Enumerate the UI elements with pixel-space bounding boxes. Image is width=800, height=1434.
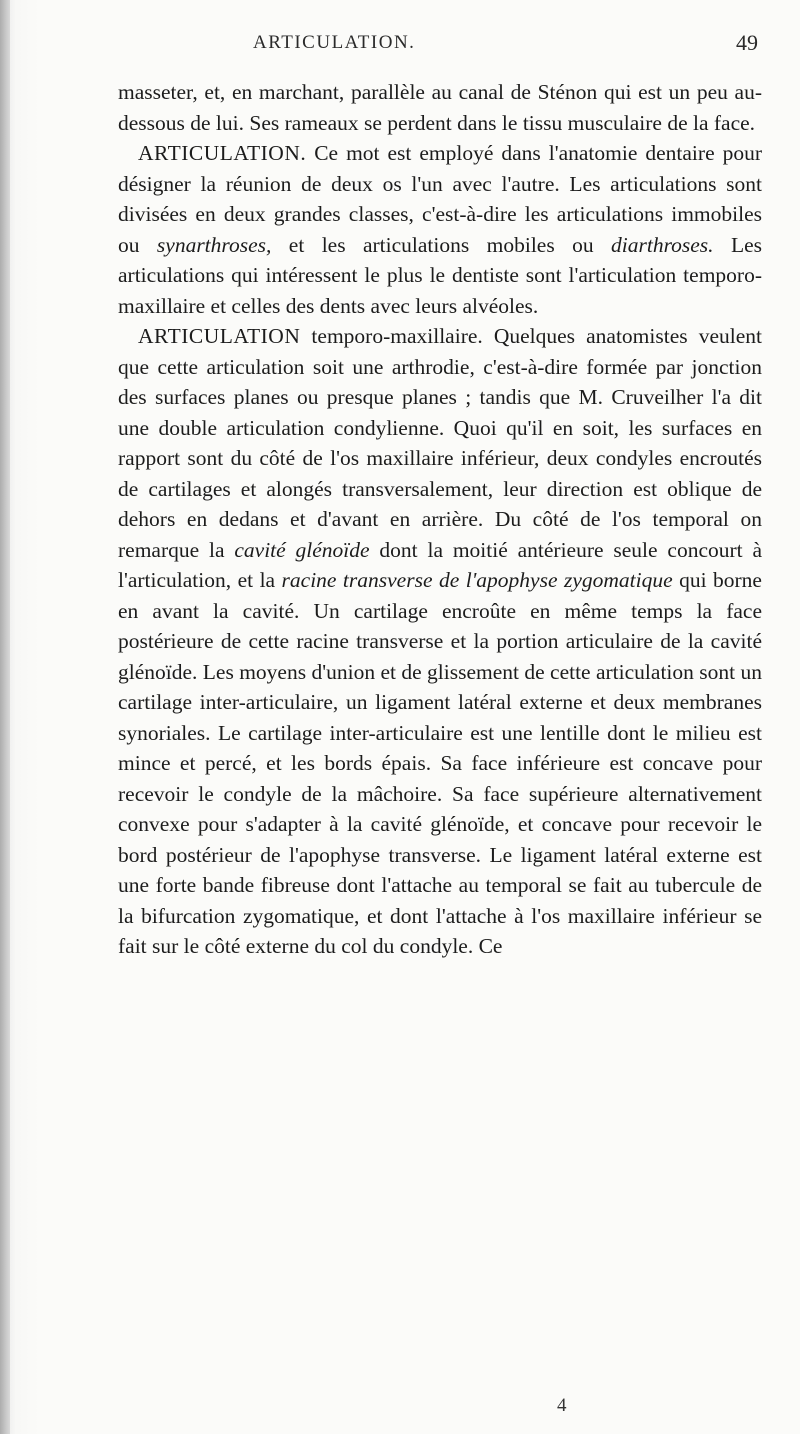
paragraph-3-text-2: dont la moitié antérieure seule concourt à l'articulation, et la: [118, 537, 763, 592]
paragraph-1-text: masseter, et, en marchant, parallèle au canal de Sténon qui est un peu au-dessous de lui. Ses rameaux se perdent dans le tissu musculaire de la face.: [118, 80, 762, 135]
term-racine-transverse: racine transverse de l'apophyse zygomatique: [281, 568, 673, 592]
paragraph-2: [118, 138, 762, 321]
printer-signature-mark: 4: [557, 1395, 567, 1416]
term-cavite-glenoide: cavité glénoïde: [234, 537, 370, 562]
page-number: 49: [736, 30, 758, 55]
paragraph-2-text-1: Ce mot est employé dans l'anatomie dentaire pour désigner la réunion de deux os l'un avec l'autre. Les articulations sont divisées en deux grandes classes, c'est-à-dire les articulations immobiles ou: [118, 141, 762, 257]
term-diarthroses: diarthroses.: [611, 232, 714, 257]
running-title: ARTICULATION.: [253, 32, 416, 53]
term-synarthroses: synarthroses,: [156, 232, 272, 257]
paragraph-3: [118, 321, 762, 962]
entry-heading-articulation-temporo: ARTICULATION: [138, 324, 301, 348]
body-text: [118, 77, 762, 962]
paragraph-1: [118, 77, 762, 138]
page-binding-edge: [0, 0, 10, 1434]
paragraph-3-text-1: temporo-maxillaire. Quelques anatomistes veulent que cette articulation soit une arthrodie, c'est-à-dire formée par jonction des surfaces planes ou presque planes ; tandis que M. Cruveilher l'a dit une double articulation condylienne. Quoi qu'il en soit, les surfaces en rapport sont du côté de l'os maxillaire inférieur, deux condyles encroutés de cartilages et alongés transversalement, leur direction est oblique de dehors en dedans et d'avant en arrière. Du côté de l'os temporal on remarque la: [118, 324, 762, 562]
running-header: [60, 32, 766, 62]
paragraph-2-text-2: et les articulations mobiles ou: [271, 232, 612, 257]
entry-heading-articulation: ARTICULATION.: [138, 141, 307, 165]
paragraph-3-text-3: qui borne en avant la cavité. Un cartilage encroûte en même temps la face postérieure de cette racine transverse et la portion articulaire de la cavité glénoïde. Les moyens d'union et de glissement de cette articulation sont un cartilage inter-articulaire, un ligament latéral externe et deux membranes synoriales. Le cartilage inter-articulaire est une lentille dont le milieu est mince et percé, et les bords épais. Sa face inférieure est concave pour recevoir le condyle de la mâchoire. Sa face supérieure alternativement convexe pour s'adapter à la cavité glénoïde, et concave pour recevoir le bord postérieur de l'apophyse transverse. Le ligament latéral externe est une forte bande fibreuse dont l'attache au temporal se fait au tubercule de la bifurcation zygomatique, et dont l'attache à l'os maxillaire inférieur se fait sur le côté externe du col du condyle. Ce: [118, 568, 762, 958]
paragraph-2-text-3: Les articulations qui intéressent le plus le dentiste sont l'articulation temporo-maxillaire et celles des dents avec leurs alvéoles.: [118, 232, 762, 318]
